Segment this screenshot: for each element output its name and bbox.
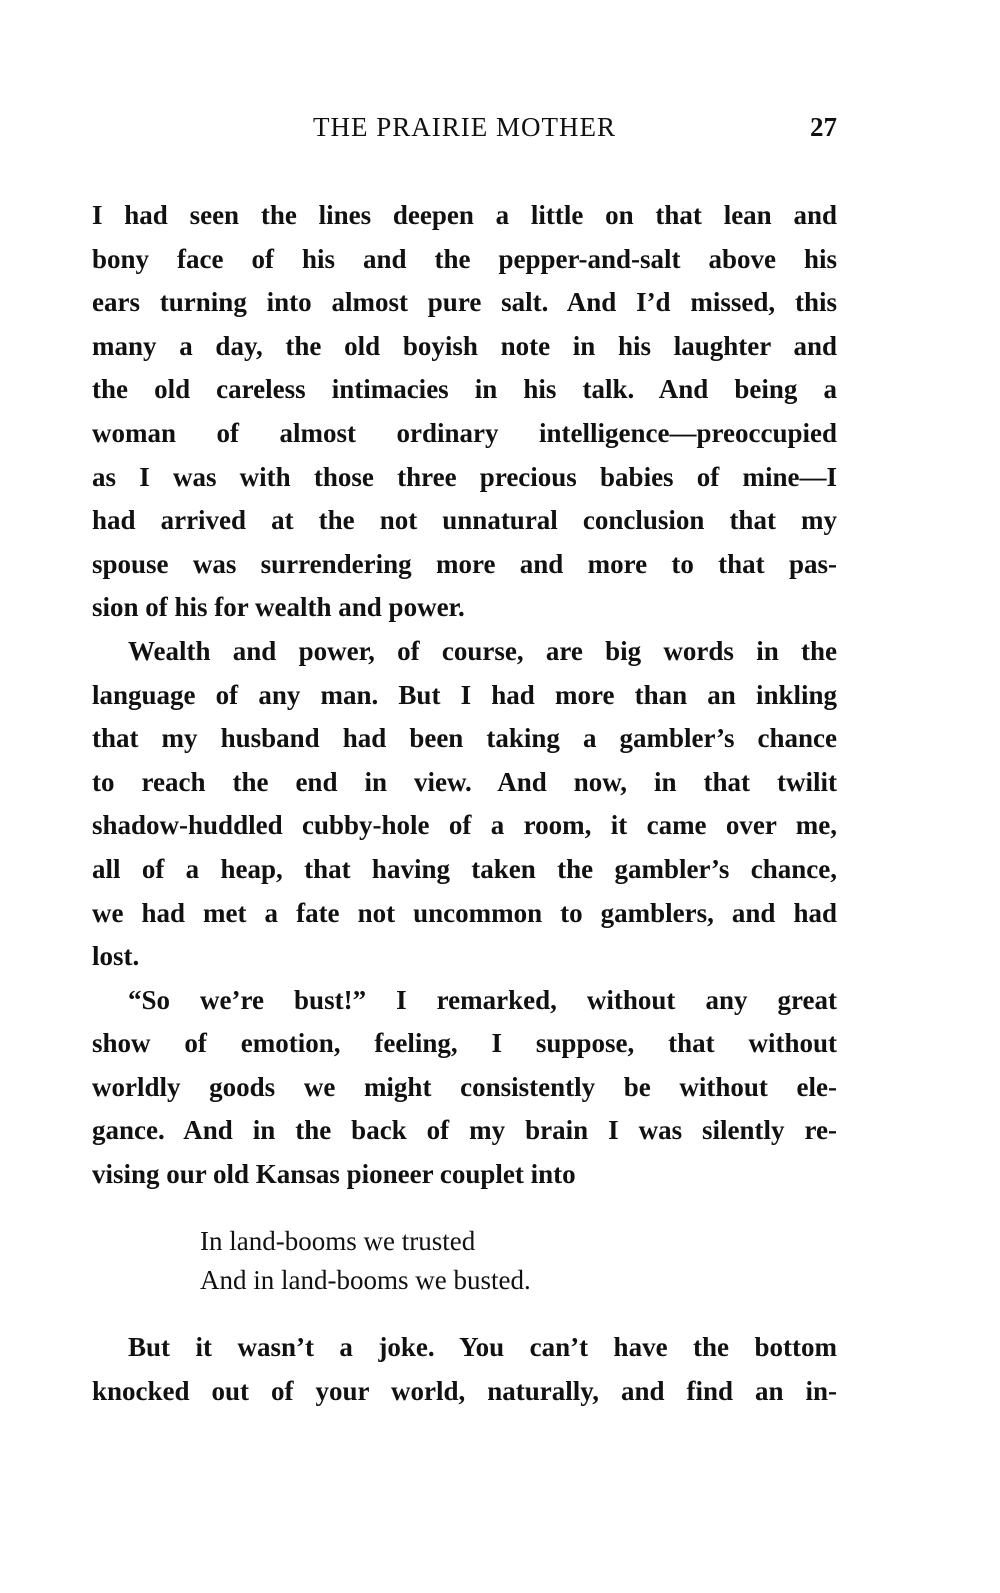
- text-line: that my husband had been taking a gambler’s chance: [92, 723, 837, 754]
- text-line: all of a heap, that having taken the gambler’s chance,: [92, 853, 837, 884]
- text-line: knocked out of your world, naturally, and find an in-: [92, 1375, 837, 1406]
- text-line: woman of almost ordinary intelligence—preoccupied: [92, 417, 837, 448]
- text-line: as I was with those three precious babies of mine—I: [92, 461, 837, 492]
- text-line: ears turning into almost pure salt. And I’d missed, this: [92, 287, 837, 318]
- text-line: worldly goods we might consistently be without ele-: [92, 1071, 837, 1102]
- body-text: [92, 194, 837, 1197]
- text-line: lost.: [92, 941, 140, 972]
- text-line: language of any man. But I had more than an inkling: [92, 679, 837, 710]
- text-line: many a day, the old boyish note in his laughter and: [92, 330, 837, 361]
- text-line: “So we’re bust!” I remarked, without any great: [128, 984, 837, 1015]
- text-line: gance. And in the back of my brain I was silently re-: [92, 1115, 837, 1146]
- text-line: show of emotion, feeling, I suppose, that without: [92, 1028, 837, 1059]
- text-line: Wealth and power, of course, are big words in the: [128, 635, 837, 666]
- running-head: [92, 112, 837, 160]
- verse-couplet: [200, 1222, 800, 1300]
- text-line: shadow-huddled cubby-hole of a room, it came over me,: [92, 810, 837, 841]
- text-line: But it wasn’t a joke. You can’t have the bottom: [128, 1332, 837, 1362]
- verse-line: And in land-booms we busted.: [200, 1265, 531, 1295]
- text-line: vising our old Kansas pioneer couplet into: [92, 1159, 576, 1190]
- text-line: had arrived at the not unnatural conclusion that my: [92, 505, 837, 536]
- text-line: the old careless intimacies in his talk. And being a: [92, 374, 837, 405]
- verse-line: In land-booms we trusted: [200, 1226, 476, 1256]
- running-title: THE PRAIRIE MOTHER: [313, 112, 616, 142]
- text-line: to reach the end in view. And now, in that twilit: [92, 766, 837, 797]
- page-number: 27: [810, 112, 837, 142]
- text-line: sion of his for wealth and power.: [92, 592, 465, 623]
- closing-paragraph: [92, 1326, 837, 1413]
- text-line: we had met a fate not uncommon to gamblers, and had: [92, 897, 837, 928]
- text-line: bony face of his and the pepper-and-salt above his: [92, 243, 837, 274]
- text-line: I had seen the lines deepen a little on that lean and: [92, 200, 837, 230]
- text-line: spouse was surrendering more and more to that pas-: [92, 548, 837, 579]
